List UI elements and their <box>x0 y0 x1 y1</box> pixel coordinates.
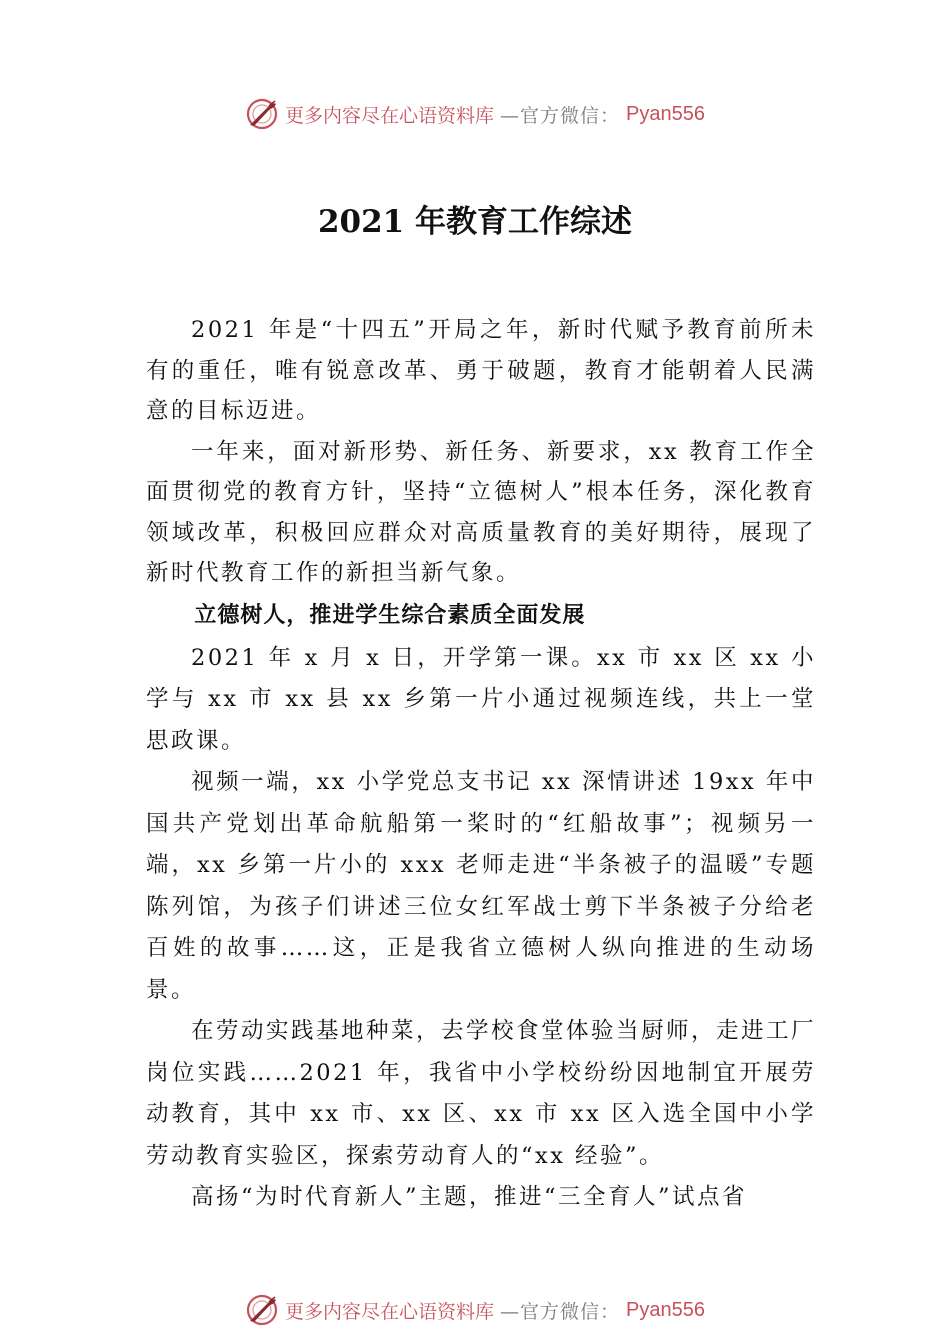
intro-paragraph-1: 2021 年是“十四五”开局之年，新时代赋予教育前所未有的重任，唯有锐意改革、勇于破题，教育才能朝着人民满意的目标迈进。 <box>146 317 816 424</box>
watermark-group <box>245 97 705 131</box>
intro-paragraph-2: 一年来，面对新形势、新任务、新要求，xx 教育工作全面贯彻党的教育方针，坚持“立德树人”根本任务，深化教育领域改革，积极回应群众对高质量教育的美好期待，展现了新时代教育工作的新担当新气象。 <box>146 438 816 586</box>
watermark-official-text: —官方微信： <box>500 104 621 127</box>
watermark-wechat-id: Pyan556 <box>626 1298 705 1321</box>
section-paragraph-1: 2021 年 x 月 x 日，开学第一课。xx 市 xx 区 xx 小学与 xx 市 xx 县 xx 乡第一片小通过视频连线，共上一堂思政课。 <box>146 644 816 754</box>
section-paragraph-2: 视频一端，xx 小学党总支书记 xx 深情讲述 19xx 年中国共产党划出革命航船第一桨时的“红船故事”；视频另一端，xx 乡第一片小的 xxx 老师走进“半条被子的温暖”专题陈列馆，为孩子们讲述三位女红军战士剪下半条被子分给老百姓的故事……这，正是我省立德树人纵向推进的生动场景。 <box>146 769 816 1003</box>
section-paragraph-4: 高扬“为时代育新人”主题，推进“三全育人”试点省 <box>191 1184 748 1210</box>
section-heading: 立德树人，推进学生综合素质全面发展 <box>194 602 586 628</box>
document-title: 2021 年教育工作综述 <box>317 204 633 240</box>
quill-pen-circle-icon <box>245 1293 279 1327</box>
footer-watermark <box>0 1290 950 1330</box>
watermark-official-text: —官方微信： <box>500 1300 621 1323</box>
watermark-brand-text: 更多内容尽在心语资料库 <box>285 104 495 127</box>
watermark-group <box>245 1293 705 1327</box>
watermark-brand-text: 更多内容尽在心语资料库 <box>285 1300 495 1323</box>
section-paragraph-3: 在劳动实践基地种菜，去学校食堂体验当厨师，走进工厂岗位实践……2021 年，我省中小学校纷纷因地制宜开展劳动教育，其中 xx 市、xx 区、xx 市 xx 区入选全国中小学劳动教育实验区，探索劳动育人的“xx 经验”。 <box>146 1018 817 1169</box>
document-body <box>146 310 816 1219</box>
watermark-wechat-id: Pyan556 <box>626 102 705 125</box>
header-watermark <box>0 94 950 134</box>
quill-pen-circle-icon <box>245 97 279 131</box>
